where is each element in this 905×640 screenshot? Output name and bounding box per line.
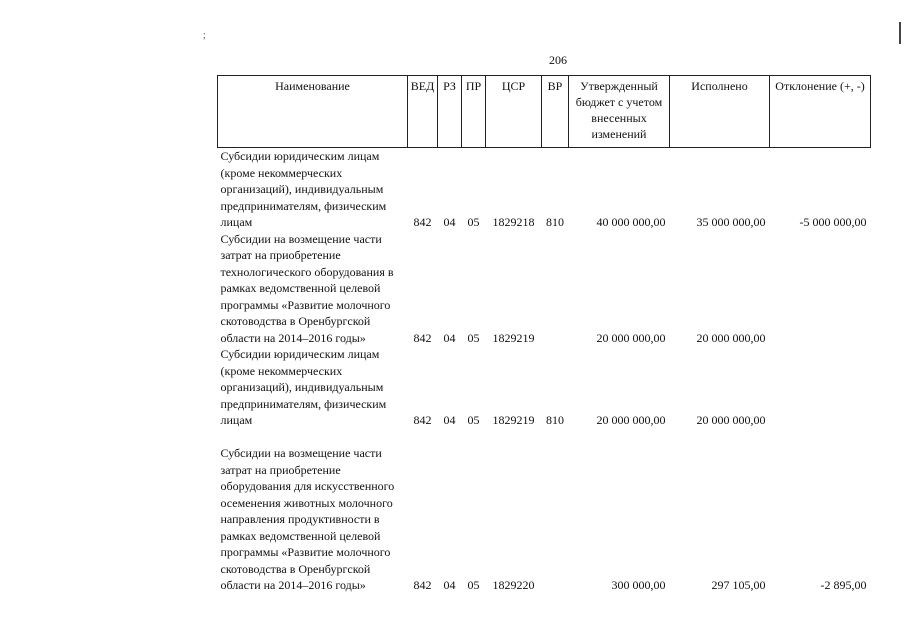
row-rz: 04	[443, 330, 456, 345]
row-csr: 1829219	[492, 413, 535, 427]
budget-table	[217, 75, 871, 594]
header-vr: ВР	[542, 76, 569, 148]
row-deviation	[770, 231, 871, 347]
scan-edge-mark	[899, 22, 901, 44]
row-pr: 05	[467, 578, 480, 592]
row-approved: 300 000,00	[611, 578, 666, 592]
row-csr: 1829219	[492, 330, 535, 345]
row-approved: 20 000 000,00	[596, 413, 666, 427]
row-rz: 04	[443, 578, 456, 592]
row-executed: 20 000 000,00	[696, 330, 766, 345]
table-row	[218, 231, 871, 347]
header-pr: ПР	[462, 76, 486, 148]
row-approved: 20 000 000,00	[596, 330, 666, 345]
row-name: Субсидии на возмещение части затрат на приобретение технологического оборудования в рамках ведомственной целевой программы «Развитие молочного скотоводства в Оренбургской области на 2014–2016 годы»	[220, 231, 394, 345]
header-name: Наименование	[218, 76, 408, 148]
row-name: Субсидии юридическим лицам (кроме некоммерческих организаций), индивидуальным предпринимателям, физическим лицам	[220, 347, 387, 427]
row-deviation: -5 000 000,00	[799, 215, 867, 229]
header-csr: ЦСР	[486, 76, 542, 148]
row-ved: 842	[413, 578, 432, 592]
row-rz: 04	[443, 413, 456, 427]
row-csr: 1829220	[492, 578, 535, 592]
row-rz: 04	[443, 215, 456, 229]
row-pr: 05	[467, 413, 480, 427]
table-row	[218, 148, 871, 231]
row-pr: 05	[467, 215, 480, 229]
row-ved: 842	[413, 330, 432, 345]
corner-mark: ;	[203, 30, 206, 41]
table-header-row	[218, 76, 871, 148]
header-rz: РЗ	[438, 76, 462, 148]
row-name: Субсидии на возмещение части затрат на приобретение оборудования для искусственного осеменения животных молочного направления продуктивности в рамках ведомственной целевой программы «Развитие молочного скотоводства в Оренбургской области на 2014–2016 годы»	[220, 446, 395, 592]
row-executed: 297 105,00	[711, 578, 766, 592]
table-row	[218, 429, 871, 594]
header-ved: ВЕД	[408, 76, 438, 148]
row-ved: 842	[413, 215, 432, 229]
row-vr	[542, 429, 569, 594]
header-executed: Исполнено	[670, 76, 770, 148]
row-deviation	[770, 346, 871, 429]
row-vr	[542, 231, 569, 347]
header-approved: Утвержденный бюджет с учетом внесенных изменений	[569, 76, 670, 148]
table-row	[218, 346, 871, 429]
row-approved: 40 000 000,00	[596, 215, 666, 229]
row-name: Субсидии юридическим лицам (кроме некоммерческих организаций), индивидуальным предпринимателям, физическим лицам	[220, 149, 387, 229]
header-deviation: Отклонение (+, -)	[770, 76, 871, 148]
page-number: 206	[549, 53, 567, 67]
row-vr: 810	[546, 413, 564, 427]
row-vr: 810	[546, 215, 564, 229]
row-csr: 1829218	[492, 215, 535, 229]
row-executed: 35 000 000,00	[696, 215, 766, 229]
row-deviation: -2 895,00	[820, 578, 867, 592]
row-pr: 05	[467, 330, 480, 345]
row-executed: 20 000 000,00	[696, 413, 766, 427]
row-ved: 842	[413, 413, 432, 427]
